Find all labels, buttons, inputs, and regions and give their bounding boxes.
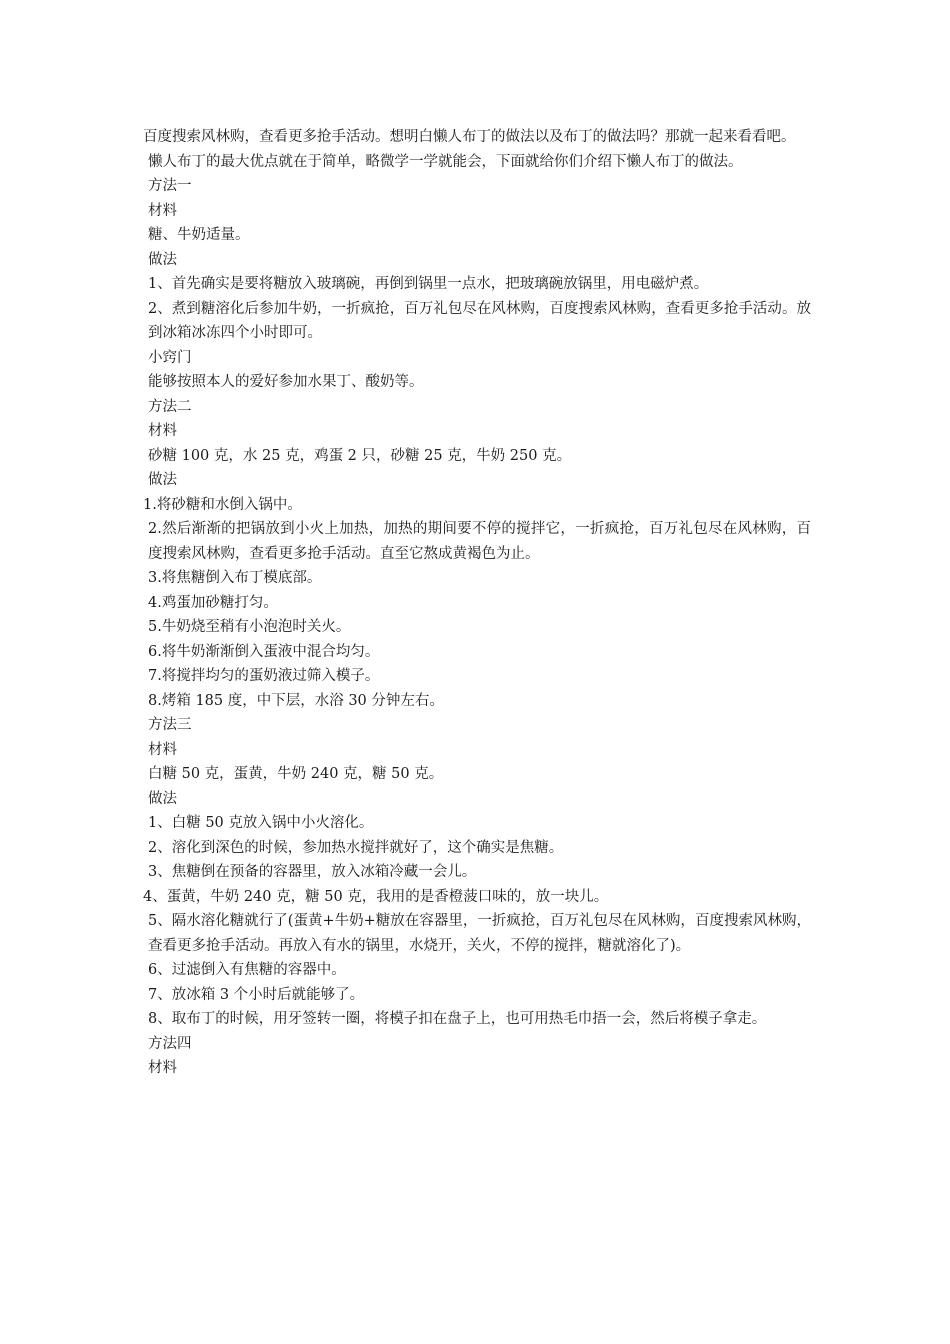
step-item: 2、溶化到深色的时候，参加热水搅拌就好了，这个确实是焦糖。 (148, 839, 564, 856)
tip-text: 能够按照本人的爱好参加水果丁、酸奶等。 (148, 374, 424, 390)
step-item: 3、焦糖倒在预备的容器里，放入冰箱冷藏一会儿。 (148, 864, 477, 880)
section-heading: 方法三 (148, 717, 192, 733)
step-item: 7.将搅拌均匀的蛋奶液过筛入模子。 (148, 668, 380, 684)
step-item: 5.牛奶烧至稍有小泡泡时关火。 (148, 619, 351, 635)
step-item: 5、隔水溶化糖就行了(蛋黄+牛奶+糖放在容器里，一折疯抢，百万礼包尽在风林购，百度搜索风林购，查看更多抢手活动。再放入有水的锅里，水烧开，关火，不停的搅拌，糖就溶化了)。 (148, 913, 811, 954)
section-heading: 方法四 (148, 1035, 192, 1052)
step-item: 2、煮到糖溶化后参加牛奶，一折疯抢，百万礼包尽在风林购，百度搜索风林购，查看更多抢手活动。放到冰箱冰冻四个小时即可。 (148, 300, 811, 341)
step-item: 7、放冰箱 3 个小时后就能够了。 (148, 986, 365, 1003)
step-item: 8.烤箱 185 度，中下层，水浴 30 分钟左右。 (148, 692, 444, 709)
intro-paragraph: 懒人布丁的最大优点就在于简单，略微学一学就能会，下面就给你们介绍下懒人布丁的做法。 (148, 153, 743, 170)
subheading-materials: 材料 (148, 202, 177, 219)
step-item: 3.将焦糖倒入布丁模底部。 (148, 570, 322, 586)
step-item: 6.将牛奶渐渐倒入蛋液中混合均匀。 (148, 643, 380, 660)
step-item: 2.然后渐渐的把锅放到小火上加热，加热的期间要不停的搅拌它，一折疯抢，百万礼包尽在风林购，百度搜索风林购，查看更多抢手活动。直至它熬成黄褐色为止。 (148, 521, 811, 562)
subheading-materials: 材料 (148, 1060, 177, 1076)
step-item: 4、蛋黄，牛奶 240 克，糖 50 克，我用的是香橙菠口味的，放一块儿。 (143, 888, 609, 905)
section-heading: 方法二 (148, 398, 192, 415)
subheading-materials: 材料 (148, 741, 177, 758)
materials-text: 砂糖 100 克，水 25 克，鸡蛋 2 只，砂糖 25 克，牛奶 250 克。 (148, 447, 572, 464)
step-item: 1、首先确实是要将糖放入玻璃碗，再倒到锅里一点水，把玻璃碗放锅里，用电磁炉煮。 (148, 276, 709, 292)
step-item: 1.将砂糖和水倒入锅中。 (143, 496, 302, 513)
section-heading: 方法一 (148, 178, 192, 194)
subheading-tip: 小窍门 (148, 349, 192, 366)
subheading-method: 做法 (148, 251, 177, 268)
intro-paragraph: 百度搜索风林购，查看更多抢手活动。想明白懒人布丁的做法以及布丁的做法吗？那就一起来看看吧。 (143, 129, 796, 145)
document-body (143, 125, 811, 1081)
step-item: 1、白糖 50 克放入锅中小火溶化。 (148, 815, 374, 831)
step-item: 8、取布丁的时候，用牙签转一圈，将模子扣在盘子上，也可用热毛巾捂一会，然后将模子拿走。 (148, 1011, 767, 1027)
step-item: 4.鸡蛋加砂糖打匀。 (148, 594, 278, 611)
materials-text: 白糖 50 克，蛋黄，牛奶 240 克，糖 50 克。 (148, 766, 444, 782)
subheading-materials: 材料 (148, 423, 177, 439)
subheading-method: 做法 (148, 790, 177, 807)
materials-text: 糖、牛奶适量。 (148, 227, 250, 243)
step-item: 6、过滤倒入有焦糖的容器中。 (148, 962, 346, 978)
subheading-method: 做法 (148, 472, 177, 488)
